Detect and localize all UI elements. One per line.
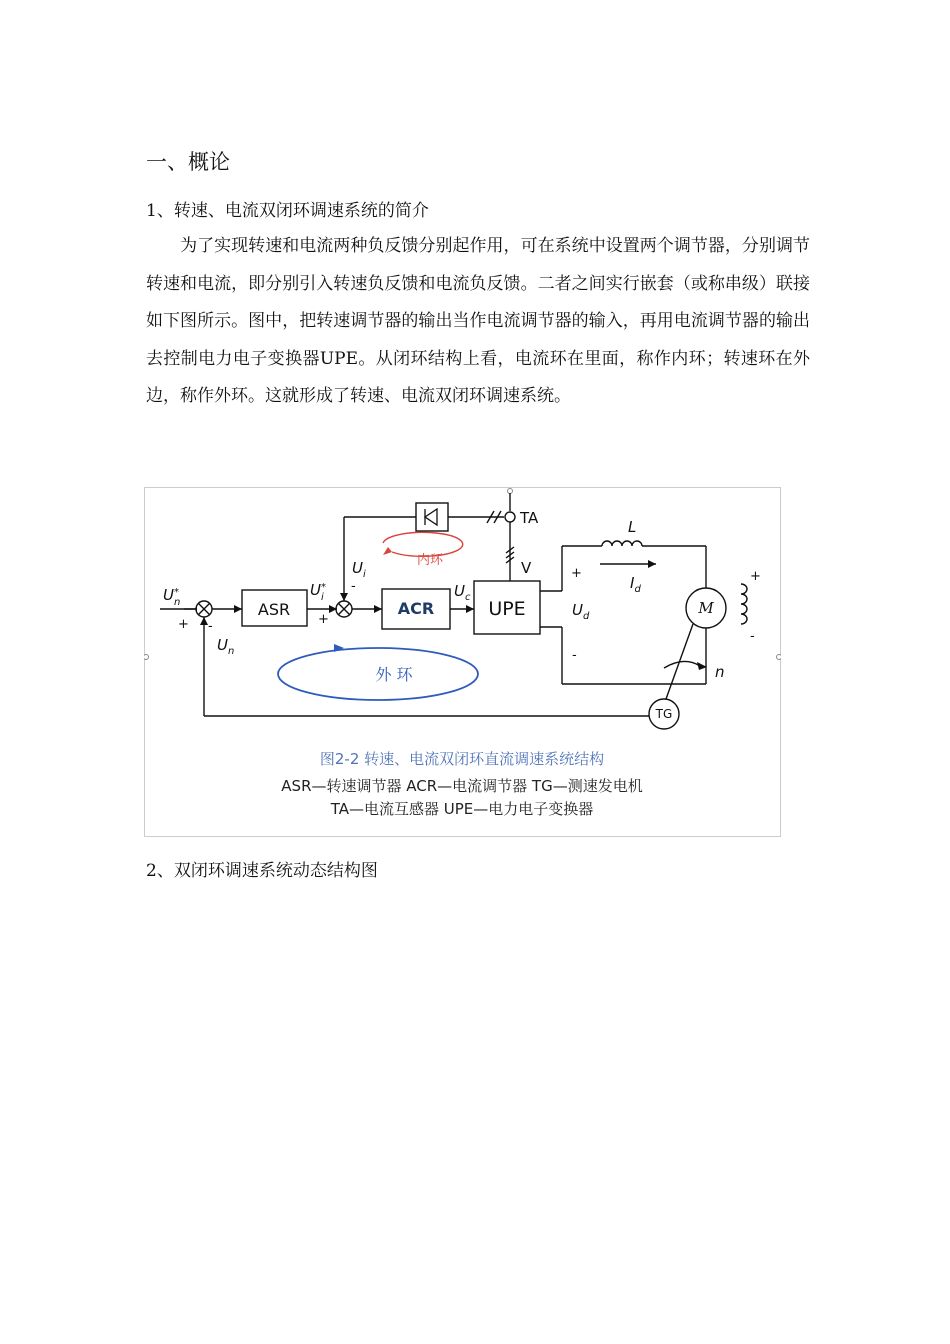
un-label: $U_n$: [217, 636, 235, 657]
page-heading: 一、概论: [146, 150, 230, 174]
tg-label: TG: [655, 707, 673, 721]
handle-top: [508, 489, 513, 494]
handle-left: [144, 655, 149, 660]
ui-star-label: U* i: [310, 581, 326, 603]
section2-title: 2、双闭环调速系统动态结构图: [146, 861, 378, 881]
minus-sign-field: -: [750, 629, 755, 644]
section1-title: 1、转速、电流双闭环调速系统的简介: [146, 201, 429, 221]
outer-loop-label: 外 环: [375, 665, 413, 684]
plus-sign-ud: +: [571, 566, 582, 581]
system-diagram-figure: [144, 487, 781, 837]
plus-sign-1: +: [178, 617, 189, 632]
un-star-label: U* n: [163, 586, 181, 608]
v-label: V: [521, 559, 532, 577]
figure-caption: 图2-2 转速、电流双闭环直流调速系统结构: [319, 750, 605, 768]
diagram-svg: [144, 487, 781, 837]
ta-label: TA: [520, 509, 539, 527]
minus-sign-ud: -: [572, 648, 577, 663]
ui-label: $U_i$: [352, 559, 366, 580]
n-label: n: [715, 663, 725, 681]
motor-label: M: [698, 599, 714, 617]
figure-legend-line2: TA—电流互感器 UPE—电力电子变换器: [330, 800, 594, 818]
section1-paragraph-text: 为了实现转速和电流两种负反馈分别起作用，可在系统中设置两个调节器，分别调节转速和电流，即分别引入转速负反馈和电流负反馈。二者之间实行嵌套（或称串级）联接如下图所示。图中，把转速调节器的输出当作电流调节器的输入，再用电流调节器的输出去控制电力电子变换器UPE。从闭环结构上看，电流环在里面，称作内环；转速环在外边，称作外环。这就形成了转速、电流双闭环调速系统。: [146, 236, 811, 406]
plus-sign-field: +: [750, 569, 761, 584]
handle-right: [777, 655, 782, 660]
upe-label: UPE: [488, 598, 526, 620]
acr-label: ACR: [397, 599, 435, 618]
figure-legend-line1: ASR—转速调节器 ACR—电流调节器 TG—测速发电机: [281, 777, 643, 795]
minus-sign-1: -: [208, 619, 213, 634]
minus-sign-2: -: [351, 579, 356, 594]
plus-sign-2: +: [318, 612, 329, 627]
inner-loop-label: 内环: [416, 553, 444, 568]
section1-paragraph: [146, 228, 810, 416]
ud-label: $U_d$: [572, 601, 590, 622]
asr-label: ASR: [257, 600, 291, 619]
id-label: $I_d$: [630, 574, 641, 595]
l-label: L: [628, 518, 637, 536]
uc-label: $U_c$: [454, 582, 471, 603]
